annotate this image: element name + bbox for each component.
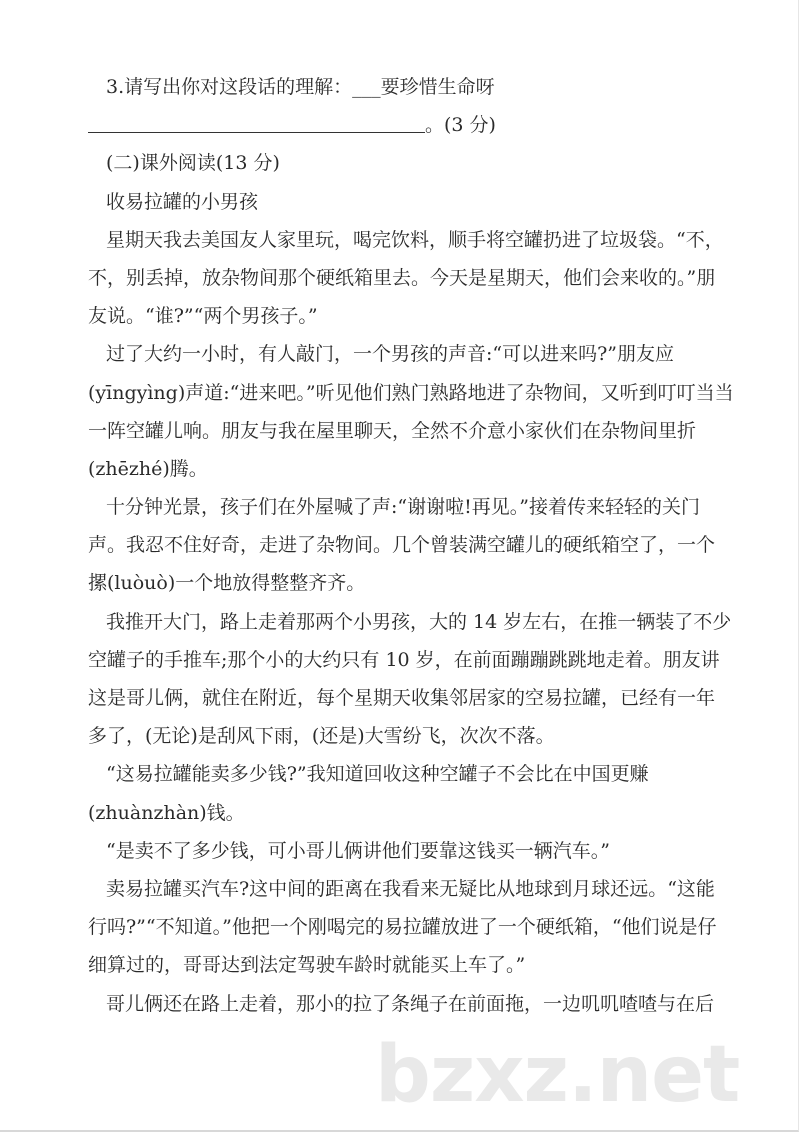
answer-blank[interactable]	[88, 108, 425, 133]
passage-line: (zhuànzhàn)钱。	[88, 801, 245, 824]
passage-line: 十分钟光景，孩子们在外屋喊了声:“谢谢啦!再见。”接着传来轻轻的关门	[106, 496, 700, 519]
passage-line: 卖易拉罐买汽车?这中间的距离在我看来无疑比从地球到月球还远。“这能	[106, 877, 715, 900]
question-3-score: 。(3 分)	[425, 114, 496, 137]
section-heading: (二)课外阅读(13 分)	[106, 152, 280, 175]
passage-line: 不，别丢掉，放杂物间那个硬纸箱里去。今天是星期天，他们会来收的。”朋	[88, 266, 716, 289]
document-body	[88, 68, 748, 1023]
passage-line: 友说。“谁?”“两个男孩子。”	[88, 305, 318, 328]
passage-title: 收易拉罐的小男孩	[106, 190, 259, 213]
passage-line: 哥儿俩还在路上走着，那小的拉了条绳子在前面拖，一边叽叽喳喳与在后	[106, 992, 715, 1015]
passage-line: 空罐子的手推车;那个小的大约只有 10 岁，在前面蹦蹦跳跳地走着。朋友讲	[88, 648, 720, 671]
passage-line: 星期天我去美国友人家里玩，喝完饮料，顺手将空罐扔进了垃圾袋。“不，	[106, 228, 724, 251]
passage-line: 声。我忍不住好奇，走进了杂物间。几个曾装满空罐儿的硬纸箱空了，一个	[88, 534, 716, 557]
passage-line: 行吗?”“不知道。”他把一个刚喝完的易拉罐放进了一个硬纸箱，“他们说是仔	[88, 916, 717, 939]
passage-line: (zhēzhé)腾。	[88, 457, 208, 480]
passage-line: 摞(luòuò)一个地放得整整齐齐。	[88, 572, 366, 595]
answer-line	[88, 106, 748, 144]
passage-line: 过了大约一小时，有人敲门，一个男孩的声音:“可以进来吗?”朋友应	[106, 343, 675, 366]
passage-line: 我推开大门，路上走着那两个小男孩，大的 14 岁左右，在推一辆装了不少	[106, 610, 732, 633]
watermark: bzxz.net	[375, 1030, 740, 1120]
passage-line: 一阵空罐儿响。朋友与我在屋里聊天，全然不介意小家伙们在杂物间里折	[88, 419, 697, 442]
passage-line: 多了，(无论)是刮风下雨，(还是)大雪纷飞，次次不落。	[88, 725, 555, 748]
passage-line: 细算过的，哥哥达到法定驾驶车龄时就能买上车了。”	[88, 954, 526, 977]
passage-line: “是卖不了多少钱，可小哥儿俩讲他们要靠这钱买一辆汽车。”	[106, 839, 610, 862]
passage-line: 这是哥儿俩，就住在附近，每个星期天收集邻居家的空易拉罐，已经有一年	[88, 687, 716, 709]
passage-line: (yīngyìng)声道:“进来吧。”听见他们熟门熟路地进了杂物间，又听到叮叮当当	[88, 381, 734, 404]
question-3: 3.请写出你对这段话的理解：___要珍惜生命呀	[106, 76, 495, 98]
passage-line: “这易拉罐能卖多少钱?”我知道回收这种空罐子不会比在中国更赚	[106, 763, 649, 786]
